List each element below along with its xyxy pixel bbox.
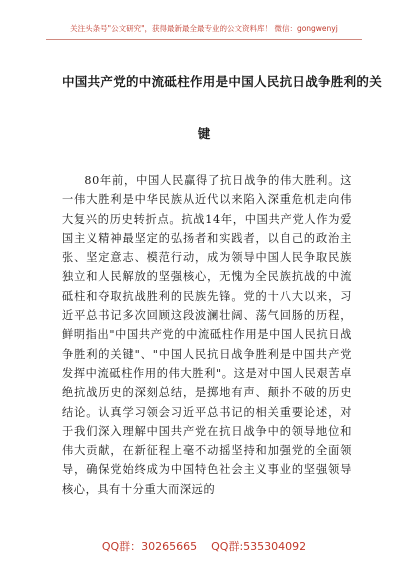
document-title-continued: 键 xyxy=(197,126,211,141)
footer-qq-group-1: QQ群：30265665 xyxy=(101,540,198,553)
document-title: 中国共产党的中流砥柱作用是中国人民抗日战争胜利的关 xyxy=(62,74,383,89)
footer xyxy=(0,538,408,554)
header-banner: 关注头条号"公文研究"，获得最新最全最专业的公文资料库！ 微信：gongwenyj xyxy=(70,24,338,33)
body-paragraph: 80年前，中国人民赢得了抗日战争的伟大胜利。这一伟大胜利是中华民族从近代以来陷入深重危机走向伟大复兴的历史转折点。抗战14年，中国共产党人作为爱国主义精神最坚定的弘扬者和实践者，以自己的政治主张、坚定意志、模范行动，成为领导中国人民争取民族独立和人民解放的坚强核心，无愧为全民族抗战的中流砥柱和夺取抗战胜利的民族先锋。党的十八大以来，习近平总书记多次回顾这段波澜壮阔、荡气回肠的历程，鲜明指出"中国共产党的中流砥柱作用是中国人民抗日战争胜利的关键"、"中国人民抗日战争胜利是中国共产党发挥中流砥柱作用的伟大胜利"。这是对中国人民艰苦卓绝抗战历史的深刻总结，是掷地有声、颠扑不破的历史结论。认真学习领会习近平总书记的相关重要论述，对于我们深入理解中国共产党在抗日战争中的领导地位和伟大贡献，在新征程上毫不动摇坚持和加强党的全面领导，确保党始终成为中国特色社会主义事业的坚强领导核心，具有十分重大而深远的 xyxy=(62,174,352,496)
footer-qq-group-2: QQ群:535304092 xyxy=(211,540,307,553)
header-divider xyxy=(46,39,362,40)
